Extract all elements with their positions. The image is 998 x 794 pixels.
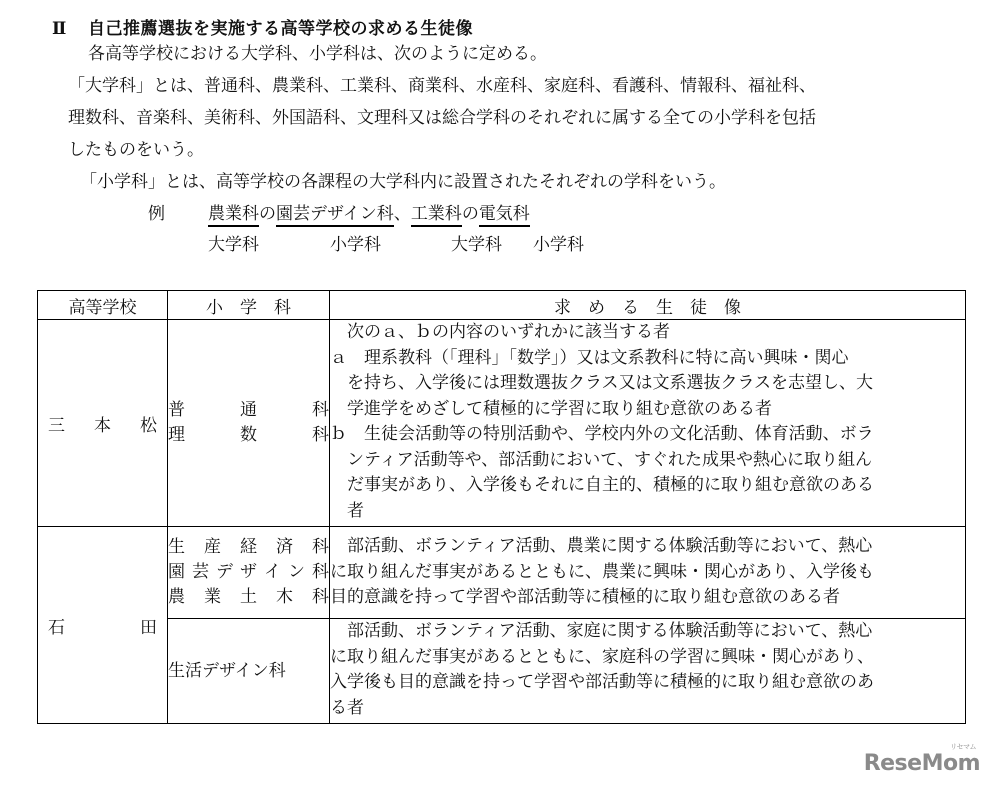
- example-row: [148, 202, 530, 226]
- paragraph-intro: 各高等学校における大学科、小学科は、次のように定める。: [88, 44, 547, 64]
- profile-line: 入学後も目的意識を持って学習や部活動等に積極的に取り組む意欲のあ: [330, 672, 874, 692]
- profile-line: ｂ 生徒会活動等の特別活動や、学校内外の文化活動、体育活動、ボラ: [330, 424, 874, 444]
- resemom-watermark-logo: [863, 743, 980, 776]
- subject-char: 産: [204, 537, 221, 557]
- subject-char: 土: [240, 587, 257, 607]
- paragraph-daigakka-2: 理数科、音楽科、美術科、外国語科、文理科又は総合学科のそれぞれに属する全ての小学科を包括: [68, 108, 816, 128]
- profile-line: に取り組んだ事実があるとともに、家庭科の学習に興味・関心があり、: [330, 646, 874, 667]
- profile-line: 部活動、ボランティア活動、家庭に関する体験活動等において、熱心: [330, 621, 873, 641]
- subject-engeidesignka: [168, 560, 329, 585]
- example-daigakka-1: 農業科: [208, 204, 259, 227]
- caption-shougakka-1: 小学科: [330, 235, 381, 255]
- subject-cell: [168, 320, 330, 527]
- header-profile: 求 め る 生 徒 像: [330, 291, 966, 320]
- paragraph-shougakka: 「小学科」とは、高等学校の各課程の大学科内に設置されたそれぞれの学科をいう。: [80, 172, 726, 192]
- profile-cell: [330, 527, 966, 619]
- subject-char: 科: [312, 537, 329, 557]
- school-char: 松: [140, 415, 157, 436]
- subject-char: 数: [240, 425, 257, 445]
- table-row: [38, 619, 966, 724]
- subject-char: 木: [276, 587, 293, 607]
- example-label: 例: [148, 204, 165, 224]
- subject-char: 科: [312, 562, 329, 582]
- school-char: 石: [48, 617, 65, 638]
- profile-line: を持ち、入学後には理数選抜クラス又は文系選抜クラスを志望し、大: [330, 373, 873, 393]
- section-title: 自己推薦選抜を実施する高等学校の求める生徒像: [88, 19, 473, 39]
- section-heading: [52, 14, 473, 39]
- subject-char: 農: [168, 587, 185, 607]
- subject-char: 園: [168, 562, 185, 582]
- profile-line: に取り組んだ事実があるとともに、農業に興味・関心があり、入学後も: [330, 561, 874, 582]
- profile-line: 次のａ、ｂの内容のいずれかに該当する者: [330, 322, 670, 342]
- subject-char: ザ: [240, 562, 257, 582]
- subject-char: 科: [312, 400, 329, 420]
- paragraph-daigakka-3: したものをいう。: [68, 140, 204, 160]
- subject-futsuka: [168, 398, 329, 423]
- subject-char: 科: [312, 425, 329, 445]
- table-row: [38, 320, 966, 527]
- paragraph-daigakka-1: 「大学科」とは、普通科、農業科、工業科、商業科、水産科、家庭科、看護科、情報科、福祉科、: [68, 76, 816, 96]
- profile-line: 者: [330, 500, 364, 521]
- example-shougakka-1: 園芸デザイン科: [276, 204, 394, 227]
- subject-cell: [168, 619, 330, 724]
- example-particle: の: [461, 204, 479, 224]
- watermark-text: ReseMom: [863, 751, 980, 776]
- subject-char: デ: [216, 562, 233, 582]
- subject-cell: [168, 527, 330, 619]
- school-char: 田: [140, 617, 157, 638]
- subject-char: 科: [312, 587, 329, 607]
- caption-daigakka-2: 大学科: [451, 235, 502, 255]
- subject-char: 生: [168, 537, 185, 557]
- subject-seikatsudesignka: 生活デザイン科: [168, 660, 286, 681]
- subject-nougyoudobokuka: [168, 585, 329, 610]
- school-char: 本: [94, 415, 111, 436]
- subject-char: 芸: [192, 562, 209, 582]
- header-school: 高等学校: [38, 291, 168, 320]
- subject-char: イ: [264, 562, 281, 582]
- profile-line: 学進学をめざして積極的に学習に取り組む意欲のある者: [330, 398, 772, 419]
- subject-char: 理: [168, 425, 185, 445]
- subject-seisankeizaika: [168, 535, 329, 560]
- caption-shougakka-2: 小学科: [533, 235, 584, 255]
- watermark-subtext: リセマム: [950, 743, 976, 751]
- profile-line: ンティア活動等や、部活動において、すぐれた成果や熱心に取り組ん: [330, 449, 872, 470]
- section-number: Ⅱ: [52, 19, 67, 39]
- header-subject: 小 学 科: [168, 291, 330, 320]
- subject-char: 経: [240, 537, 257, 557]
- example-comma: 、: [393, 204, 411, 224]
- subject-char: 普: [168, 400, 185, 420]
- subject-char: ン: [288, 562, 305, 582]
- table-header-row: [38, 291, 966, 320]
- profile-line: 部活動、ボランティア活動、農業に関する体験活動等において、熱心: [330, 536, 873, 557]
- profile-line: 目的意識を持って学習や部活動等に積極的に取り組む意欲のある者: [330, 587, 840, 608]
- profile-cell: [330, 320, 966, 527]
- school-char: 三: [48, 415, 65, 436]
- student-profile-table: [37, 290, 966, 724]
- subject-risuuka: [168, 423, 329, 448]
- example-daigakka-2: 工業科: [411, 204, 462, 227]
- caption-daigakka-1: 大学科: [208, 235, 259, 255]
- table-row: [38, 527, 966, 619]
- profile-line: る者: [330, 697, 364, 718]
- subject-char: 済: [276, 537, 293, 557]
- profile-line: だ事実があり、入学後もそれに自主的、積極的に取り組む意欲のある: [330, 475, 874, 495]
- subject-char: 業: [204, 587, 221, 607]
- subject-char: 通: [240, 400, 257, 420]
- profile-cell: [330, 619, 966, 724]
- example-particle: の: [259, 204, 276, 224]
- profile-line: ａ 理系教科（「理科」「数学」）又は文系教科に特に高い興味・関心: [330, 347, 849, 368]
- school-cell-ishida: [38, 527, 168, 724]
- example-shougakka-2: 電気科: [479, 204, 530, 227]
- school-cell-nihonmatsu: [38, 320, 168, 527]
